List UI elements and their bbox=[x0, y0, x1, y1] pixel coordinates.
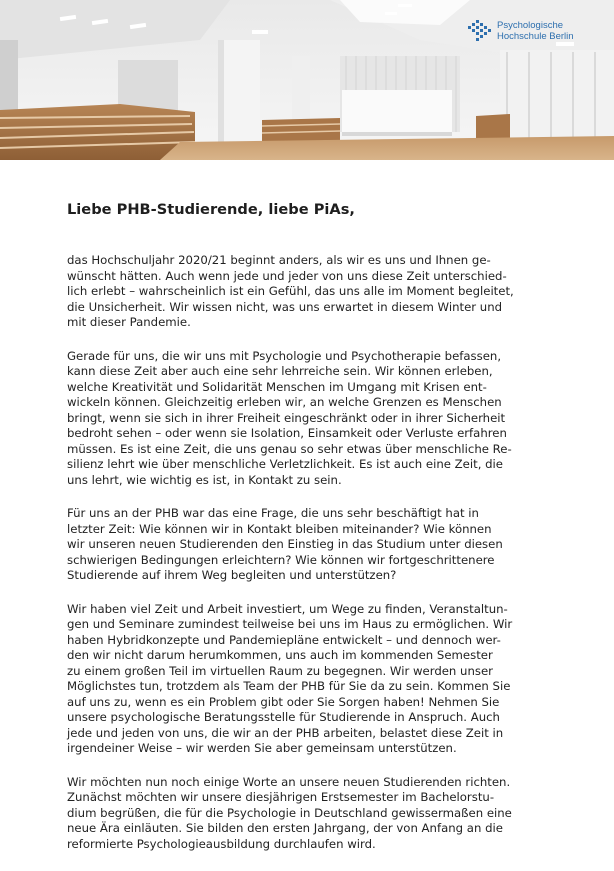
logo-wordmark bbox=[497, 20, 574, 42]
paragraph-line: jede und jeden von uns, die wir an der PHB arbeiten, belastet diese Zeit in bbox=[67, 725, 504, 740]
paragraph-line: den wir nicht darum herumkommen, uns auch im kommenden Semester bbox=[67, 648, 493, 662]
paragraph-line: Gerade für uns, die wir uns mit Psychologie und Psychotherapie befassen, bbox=[67, 348, 502, 363]
paragraph-line: Zunächst möchten wir unsere diesjährigen Erstsemester im Bachelorstu- bbox=[67, 790, 495, 804]
paragraph-line: bringt, wenn sie sich in ihrer Freiheit eingeschränkt oder in ihrer Sicherheit bbox=[67, 410, 506, 425]
paragraph-line: bedroht sehen – oder wenn sie Isolation, Einsamkeit oder Verluste erfahren bbox=[67, 426, 507, 440]
letter-paragraph bbox=[67, 506, 545, 584]
logo-line-2: Hochschule Berlin bbox=[497, 31, 574, 42]
paragraph-line: lich erlebt – wahrscheinlich ist ein Gefühl, das uns alle im Moment begleitet, bbox=[67, 284, 514, 298]
dot-grid-logo-icon bbox=[468, 20, 494, 42]
letter-greeting: Liebe PHB-Studierende, liebe PiAs, bbox=[67, 201, 355, 218]
paragraph-line: reformierte Psychologieausbildung durchlaufen wird. bbox=[67, 836, 376, 851]
paragraph-line: Wir haben viel Zeit und Arbeit investiert, um Wege zu finden, Veranstaltun- bbox=[67, 601, 508, 616]
paragraph-line: die Unsicherheit. Wir wissen nicht, was uns erwartet in diesem Winter und bbox=[67, 299, 503, 314]
paragraph-line: wir unseren neuen Studierenden den Einstieg in das Studium unter diesen bbox=[67, 537, 503, 551]
paragraph-line: das Hochschuljahr 2020/21 beginnt anders, als wir es uns und Ihnen ge- bbox=[67, 253, 491, 267]
paragraph-line: gen und Seminare zumindest teilweise bei uns im Haus zu ermöglichen. Wir bbox=[67, 617, 513, 631]
paragraph-line: wünscht hätten. Auch wenn jede und jeder von uns diese Zeit unterschied- bbox=[67, 268, 507, 283]
paragraph-line: auf uns zu, wenn es ein Problem gibt oder Sie Sorgen haben! Nehmen Sie bbox=[67, 694, 500, 709]
letter-paragraph bbox=[67, 253, 545, 331]
paragraph-line: mit dieser Pandemie. bbox=[67, 315, 191, 329]
paragraph-line: Wir möchten nun noch einige Worte an unsere neuen Studierenden richten. bbox=[67, 774, 511, 789]
paragraph-line: wickeln können. Gleichzeitig erleben wir, an welche Grenzen es Menschen bbox=[67, 395, 502, 409]
letter-content bbox=[67, 200, 545, 870]
paragraph-line: müssen. Es ist eine Zeit, die uns genau so sehr etwas über menschliche Re- bbox=[67, 441, 512, 456]
paragraph-line: uns lehrt, wie wichtig es ist, in Kontakt zu sein. bbox=[67, 472, 342, 487]
paragraph-line: haben Hybridkonzepte und Pandemiepläne entwickelt – und dennoch wer- bbox=[67, 632, 501, 647]
hero-image bbox=[0, 0, 614, 160]
paragraph-line: unsere psychologische Beratungsstelle für Studierende in Anspruch. Auch bbox=[67, 710, 500, 724]
letter-body bbox=[67, 253, 545, 852]
paragraph-line: Studierende auf ihrem Weg begleiten und unterstützen? bbox=[67, 568, 397, 582]
paragraph-line: irgendeiner Weise – wir werden Sie aber gemeinsam unterstützen. bbox=[67, 741, 457, 755]
paragraph-line: neue Ära einläuten. Sie bilden den ersten Jahrgang, der von Anfang an die bbox=[67, 821, 503, 835]
paragraph-line: letzter Zeit: Wie können wir in Kontakt bleiben miteinander? Wie können bbox=[67, 521, 492, 536]
letter-paragraph bbox=[67, 602, 545, 757]
paragraph-line: schwierigen Bedingungen erleichtern? Wie können wir fortgeschrittenere bbox=[67, 552, 495, 567]
letter-paragraph bbox=[67, 349, 545, 489]
paragraph-line: silienz lehrt wie über menschliche Verletzlichkeit. Es ist auch eine Zeit, die bbox=[67, 457, 503, 471]
logo-line-1: Psychologische bbox=[497, 20, 564, 31]
paragraph-line: zu einem großen Teil im virtuellen Raum zu begegnen. Wir werden unser bbox=[67, 663, 493, 678]
paragraph-line: dium begrüßen, die für die Psychologie in Deutschland gewissermaßen eine bbox=[67, 805, 512, 820]
phb-logo[interactable] bbox=[468, 20, 574, 42]
paragraph-line: kann diese Zeit aber auch eine sehr lehrreiche sein. Wir können erleben, bbox=[67, 364, 493, 378]
paragraph-line: Für uns an der PHB war das eine Frage, die uns sehr beschäftigt hat in bbox=[67, 506, 479, 520]
paragraph-line: Möglichstes tun, trotzdem als Team der PHB für Sie da zu sein. Kommen Sie bbox=[67, 679, 511, 693]
paragraph-line: welche Kreativität und Solidarität Menschen im Umgang mit Krisen ent- bbox=[67, 379, 487, 394]
letter-paragraph bbox=[67, 775, 545, 853]
